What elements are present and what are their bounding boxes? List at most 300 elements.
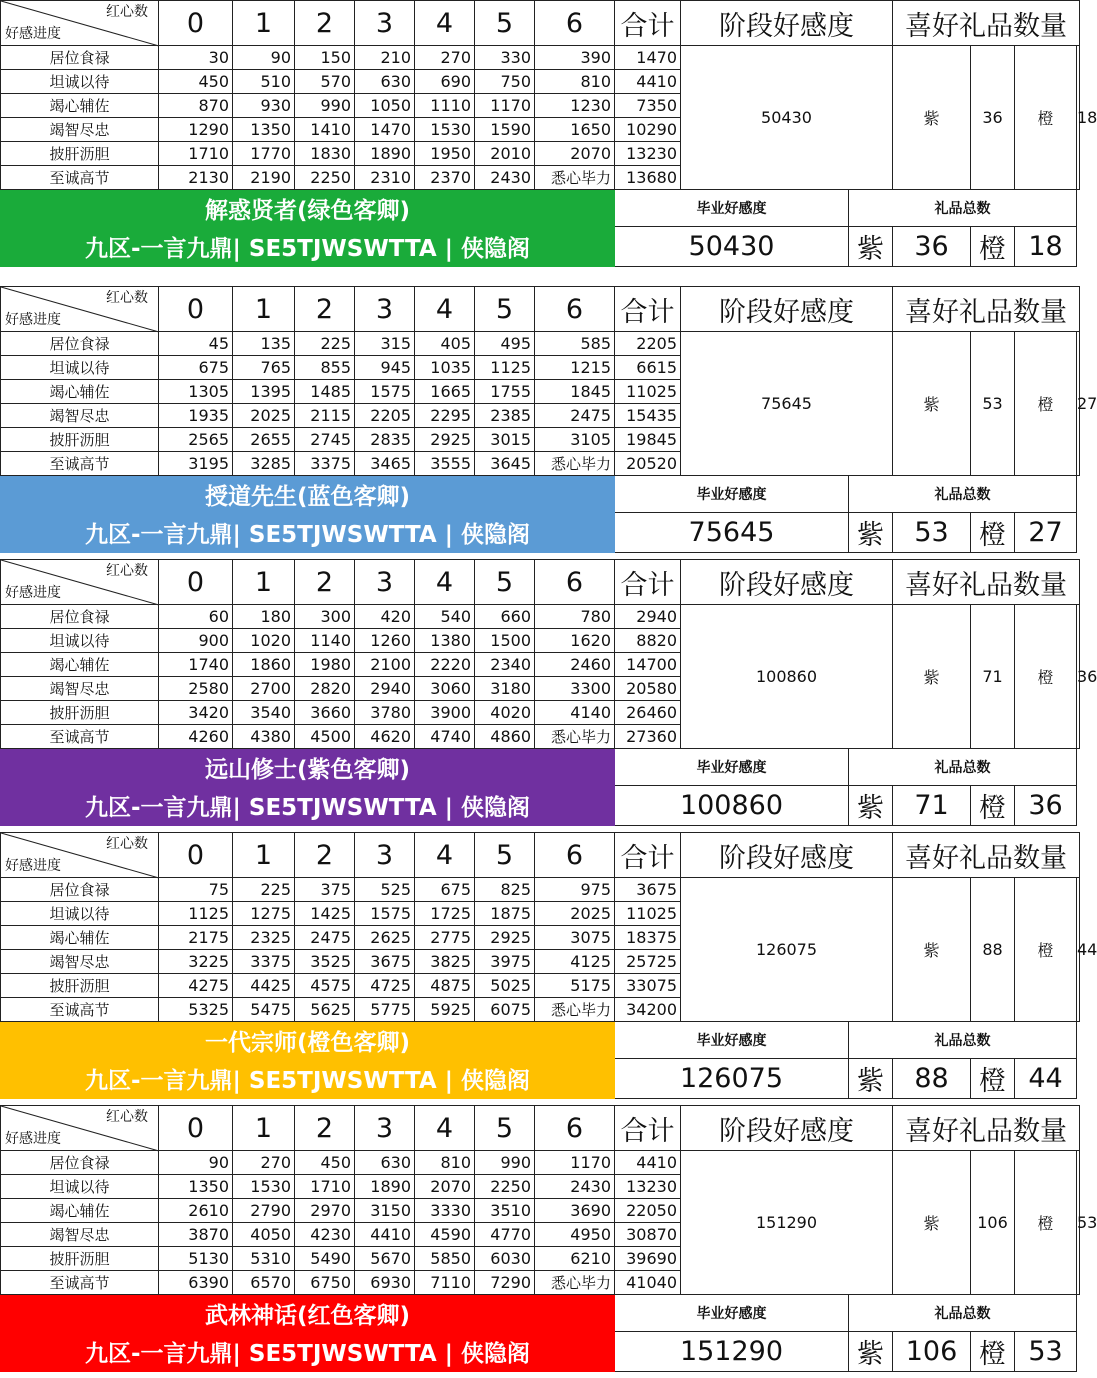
row-cell: 3675 [615, 878, 681, 902]
row-cell: 3510 [475, 1199, 535, 1223]
row-cell: 1500 [475, 629, 535, 653]
row-label: 居位食禄 [1, 46, 159, 70]
row-cell: 1770 [233, 142, 295, 166]
row-cell: 540 [415, 605, 475, 629]
row-cell: 6750 [295, 1271, 355, 1295]
row-cell: 780 [535, 605, 615, 629]
stage-affinity-value: 151290 [681, 1151, 893, 1295]
row-cell: 2970 [295, 1199, 355, 1223]
row-cell: 3375 [295, 452, 355, 476]
row-cell: 3105 [535, 428, 615, 452]
row-cell: 270 [233, 1151, 295, 1175]
row-cell: 5310 [233, 1247, 295, 1271]
row-label: 竭智尽忠 [1, 950, 159, 974]
row-cell: 3825 [415, 950, 475, 974]
row-cell: 225 [295, 332, 355, 356]
row-label: 居位食禄 [1, 332, 159, 356]
stage-affinity-value: 126075 [681, 878, 893, 1022]
row-cell: 1860 [233, 653, 295, 677]
row-cell: 19845 [615, 428, 681, 452]
row-cell: 3975 [475, 950, 535, 974]
column-header: 1 [233, 1, 295, 46]
row-cell: 1230 [535, 94, 615, 118]
row-cell: 6930 [355, 1271, 415, 1295]
column-header: 6 [535, 1106, 615, 1151]
column-header: 6 [535, 287, 615, 332]
companion-block [0, 1105, 1097, 1378]
gift-count-header: 喜好礼品数量 [893, 560, 1080, 605]
row-label: 竭心辅佐 [1, 380, 159, 404]
row-cell: 6390 [159, 1271, 233, 1295]
affinity-table [0, 0, 1097, 267]
row-cell: 1740 [159, 653, 233, 677]
row-cell: 4020 [475, 701, 535, 725]
row-cell: 1845 [535, 380, 615, 404]
total-purple-count: 36 [893, 227, 971, 267]
row-cell: 3900 [415, 701, 475, 725]
progress-label: 好感进度 [5, 858, 61, 874]
row-cell: 405 [415, 332, 475, 356]
row-cell: 2220 [415, 653, 475, 677]
column-header: 4 [415, 287, 475, 332]
row-cell: 495 [475, 332, 535, 356]
row-cell: 150 [295, 46, 355, 70]
gift-total-label: 礼品总数 [849, 749, 1077, 786]
row-cell: 1290 [159, 118, 233, 142]
progress-label: 好感进度 [5, 26, 61, 42]
row-cell: 855 [295, 356, 355, 380]
heart-count-label: 红心数 [106, 4, 148, 20]
row-cell: 5175 [535, 974, 615, 998]
grad-affinity-label: 毕业好感度 [615, 749, 849, 786]
companion-title: 解惑贤者(绿色客卿) [1, 190, 615, 227]
row-cell: 1890 [355, 142, 415, 166]
row-cell: 2430 [535, 1175, 615, 1199]
row-label: 至诚高节 [1, 1271, 159, 1295]
affinity-table [0, 832, 1097, 1099]
server-subtitle: 九区-一言九鼎| SE5TJWSWTTA | 侠隐阁 [1, 1059, 615, 1099]
row-cell: 2925 [415, 428, 475, 452]
row-cell: 4620 [355, 725, 415, 749]
row-cell: 2025 [233, 404, 295, 428]
server-subtitle: 九区-一言九鼎| SE5TJWSWTTA | 侠隐阁 [1, 513, 615, 553]
row-cell: 20580 [615, 677, 681, 701]
affinity-table [0, 286, 1097, 553]
row-cell: 990 [475, 1151, 535, 1175]
row-cell: 1170 [475, 94, 535, 118]
stage-affinity-value: 100860 [681, 605, 893, 749]
gift-count-header: 喜好礼品数量 [893, 1, 1080, 46]
row-cell: 2250 [475, 1175, 535, 1199]
purple-label: 紫 [849, 1059, 893, 1099]
row-cell: 450 [295, 1151, 355, 1175]
row-cell: 15435 [615, 404, 681, 428]
row-cell: 315 [355, 332, 415, 356]
row-cell: 1575 [355, 902, 415, 926]
row-cell: 5670 [355, 1247, 415, 1271]
row-cell: 4410 [615, 70, 681, 94]
row-cell: 75 [159, 878, 233, 902]
purple-label: 紫 [893, 332, 971, 476]
row-cell: 1620 [535, 629, 615, 653]
row-cell: 2460 [535, 653, 615, 677]
column-header: 4 [415, 833, 475, 878]
server-subtitle: 九区-一言九鼎| SE5TJWSWTTA | 侠隐阁 [1, 227, 615, 267]
row-cell: 4410 [615, 1151, 681, 1175]
column-header: 合计 [615, 1106, 681, 1151]
row-cell: 2625 [355, 926, 415, 950]
row-label: 竭智尽忠 [1, 404, 159, 428]
heart-count-label: 红心数 [106, 563, 148, 579]
row-cell: 3180 [475, 677, 535, 701]
row-cell: 1650 [535, 118, 615, 142]
row-cell: 11025 [615, 380, 681, 404]
row-cell: 2385 [475, 404, 535, 428]
row-cell: 2370 [415, 166, 475, 190]
row-cell: 3225 [159, 950, 233, 974]
row-label: 坦诚以待 [1, 902, 159, 926]
row-cell: 1755 [475, 380, 535, 404]
row-cell: 1215 [535, 356, 615, 380]
purple-gift-count: 36 [971, 46, 1015, 190]
row-cell: 2010 [475, 142, 535, 166]
row-cell: 2340 [475, 653, 535, 677]
orange-gift-count: 36 [1077, 605, 1080, 749]
row-cell: 3375 [233, 950, 295, 974]
row-cell: 2025 [535, 902, 615, 926]
row-cell: 1665 [415, 380, 475, 404]
row-cell: 1470 [355, 118, 415, 142]
column-header: 3 [355, 833, 415, 878]
corner-header [1, 287, 159, 332]
row-cell: 825 [475, 878, 535, 902]
row-cell: 5850 [415, 1247, 475, 1271]
row-cell: 6570 [233, 1271, 295, 1295]
row-cell: 1725 [415, 902, 475, 926]
row-label: 坦诚以待 [1, 1175, 159, 1199]
row-cell: 945 [355, 356, 415, 380]
column-header: 2 [295, 1, 355, 46]
row-cell-text: 悉心毕力 [535, 725, 615, 749]
column-header: 5 [475, 287, 535, 332]
stage-affinity-value: 75645 [681, 332, 893, 476]
companion-title: 授道先生(蓝色客卿) [1, 476, 615, 513]
row-cell: 390 [535, 46, 615, 70]
grad-affinity-value: 126075 [615, 1059, 849, 1099]
row-cell: 2190 [233, 166, 295, 190]
row-cell: 810 [535, 70, 615, 94]
row-label: 居位食禄 [1, 1151, 159, 1175]
corner-header [1, 1, 159, 46]
row-cell: 180 [233, 605, 295, 629]
row-cell: 675 [415, 878, 475, 902]
row-cell: 2175 [159, 926, 233, 950]
purple-gift-count: 106 [971, 1151, 1015, 1295]
total-orange-count: 44 [1015, 1059, 1077, 1099]
row-cell: 4050 [233, 1223, 295, 1247]
orange-label: 橙 [1015, 878, 1077, 1022]
heart-count-label: 红心数 [106, 290, 148, 306]
row-cell: 2610 [159, 1199, 233, 1223]
row-cell: 4860 [475, 725, 535, 749]
row-cell: 630 [355, 1151, 415, 1175]
column-header: 0 [159, 287, 233, 332]
row-cell: 41040 [615, 1271, 681, 1295]
row-cell: 1575 [355, 380, 415, 404]
row-cell-text: 悉心毕力 [535, 452, 615, 476]
row-label: 至诚高节 [1, 166, 159, 190]
row-cell: 13230 [615, 1175, 681, 1199]
row-label: 披肝沥胆 [1, 1247, 159, 1271]
row-cell: 2205 [355, 404, 415, 428]
row-cell: 1035 [415, 356, 475, 380]
column-header: 6 [535, 1, 615, 46]
row-cell: 2700 [233, 677, 295, 701]
row-cell: 4410 [355, 1223, 415, 1247]
row-cell: 4260 [159, 725, 233, 749]
row-cell: 3525 [295, 950, 355, 974]
row-cell: 1125 [159, 902, 233, 926]
row-cell: 3285 [233, 452, 295, 476]
total-orange-count: 27 [1015, 513, 1077, 553]
orange-label: 橙 [1015, 332, 1077, 476]
row-cell: 1710 [159, 142, 233, 166]
total-orange-count: 18 [1015, 227, 1077, 267]
gift-total-label: 礼品总数 [849, 476, 1077, 513]
grad-affinity-value: 50430 [615, 227, 849, 267]
row-cell: 2310 [355, 166, 415, 190]
row-cell: 3075 [535, 926, 615, 950]
purple-label: 紫 [849, 227, 893, 267]
grad-affinity-label: 毕业好感度 [615, 476, 849, 513]
row-cell-text: 悉心毕力 [535, 1271, 615, 1295]
gift-total-label: 礼品总数 [849, 1295, 1077, 1332]
progress-label: 好感进度 [5, 312, 61, 328]
row-cell: 2325 [233, 926, 295, 950]
row-cell: 2430 [475, 166, 535, 190]
row-cell: 2790 [233, 1199, 295, 1223]
server-subtitle: 九区-一言九鼎| SE5TJWSWTTA | 侠隐阁 [1, 786, 615, 826]
row-cell: 4425 [233, 974, 295, 998]
column-header: 1 [233, 287, 295, 332]
row-cell: 3870 [159, 1223, 233, 1247]
row-cell: 7350 [615, 94, 681, 118]
column-header: 3 [355, 560, 415, 605]
row-cell: 1020 [233, 629, 295, 653]
row-cell: 675 [159, 356, 233, 380]
grad-affinity-value: 100860 [615, 786, 849, 826]
column-header: 合计 [615, 560, 681, 605]
row-label: 竭心辅佐 [1, 1199, 159, 1223]
row-cell: 2775 [415, 926, 475, 950]
total-orange-count: 53 [1015, 1332, 1077, 1372]
row-label: 竭智尽忠 [1, 677, 159, 701]
row-cell: 4500 [295, 725, 355, 749]
row-cell: 1830 [295, 142, 355, 166]
row-cell: 4950 [535, 1223, 615, 1247]
corner-header [1, 560, 159, 605]
companion-title: 一代宗师(橙色客卿) [1, 1022, 615, 1059]
row-cell: 7290 [475, 1271, 535, 1295]
row-cell: 1485 [295, 380, 355, 404]
row-cell: 4380 [233, 725, 295, 749]
row-cell: 90 [159, 1151, 233, 1175]
row-label: 披肝沥胆 [1, 974, 159, 998]
affinity-table [0, 559, 1097, 826]
row-cell: 2475 [295, 926, 355, 950]
row-cell: 2835 [355, 428, 415, 452]
column-header: 3 [355, 1106, 415, 1151]
affinity-table [0, 1105, 1097, 1372]
table-row [1, 332, 1080, 356]
stage-affinity-header: 阶段好感度 [681, 1, 893, 46]
total-purple-count: 53 [893, 513, 971, 553]
companion-block [0, 832, 1097, 1105]
purple-label: 紫 [849, 786, 893, 826]
column-header: 1 [233, 560, 295, 605]
row-cell: 2820 [295, 677, 355, 701]
row-cell: 4230 [295, 1223, 355, 1247]
orange-label: 橙 [971, 227, 1015, 267]
row-cell: 25725 [615, 950, 681, 974]
row-cell: 1380 [415, 629, 475, 653]
row-label: 竭智尽忠 [1, 1223, 159, 1247]
row-cell: 1275 [233, 902, 295, 926]
column-header: 5 [475, 560, 535, 605]
row-cell: 7110 [415, 1271, 475, 1295]
row-cell: 1350 [233, 118, 295, 142]
table-row [1, 46, 1080, 70]
row-cell: 750 [475, 70, 535, 94]
purple-gift-count: 53 [971, 332, 1015, 476]
row-cell: 4590 [415, 1223, 475, 1247]
orange-gift-count: 18 [1077, 46, 1080, 190]
row-cell: 810 [415, 1151, 475, 1175]
row-cell: 6210 [535, 1247, 615, 1271]
row-cell: 630 [355, 70, 415, 94]
purple-label: 紫 [893, 605, 971, 749]
column-header: 6 [535, 833, 615, 878]
table-row [1, 878, 1080, 902]
stage-affinity-header: 阶段好感度 [681, 287, 893, 332]
orange-label: 橙 [971, 1059, 1015, 1099]
row-cell: 1395 [233, 380, 295, 404]
row-cell-text: 悉心毕力 [535, 166, 615, 190]
purple-label: 紫 [893, 1151, 971, 1295]
row-label: 披肝沥胆 [1, 142, 159, 166]
row-cell: 330 [475, 46, 535, 70]
total-purple-count: 106 [893, 1332, 971, 1372]
row-cell: 3060 [415, 677, 475, 701]
row-cell: 4875 [415, 974, 475, 998]
orange-gift-count: 27 [1077, 332, 1080, 476]
row-label: 竭心辅佐 [1, 653, 159, 677]
purple-gift-count: 71 [971, 605, 1015, 749]
row-cell: 1170 [535, 1151, 615, 1175]
row-cell: 4740 [415, 725, 475, 749]
row-label: 坦诚以待 [1, 70, 159, 94]
column-header: 0 [159, 560, 233, 605]
row-cell: 6030 [475, 1247, 535, 1271]
row-cell: 765 [233, 356, 295, 380]
row-cell: 1305 [159, 380, 233, 404]
row-cell: 1590 [475, 118, 535, 142]
orange-label: 橙 [971, 786, 1015, 826]
purple-label: 紫 [849, 513, 893, 553]
row-label: 至诚高节 [1, 725, 159, 749]
column-header: 0 [159, 1, 233, 46]
row-cell: 2745 [295, 428, 355, 452]
row-label: 披肝沥胆 [1, 701, 159, 725]
row-cell: 3150 [355, 1199, 415, 1223]
row-cell: 3675 [355, 950, 415, 974]
row-cell: 585 [535, 332, 615, 356]
row-cell: 510 [233, 70, 295, 94]
purple-label: 紫 [893, 878, 971, 1022]
row-cell: 1410 [295, 118, 355, 142]
row-cell: 3195 [159, 452, 233, 476]
row-cell: 2940 [355, 677, 415, 701]
row-cell: 3015 [475, 428, 535, 452]
row-cell: 1125 [475, 356, 535, 380]
column-header: 4 [415, 1, 475, 46]
row-cell: 8820 [615, 629, 681, 653]
row-cell: 6615 [615, 356, 681, 380]
row-cell: 1950 [415, 142, 475, 166]
row-label: 坦诚以待 [1, 356, 159, 380]
row-cell: 2100 [355, 653, 415, 677]
orange-label: 橙 [1015, 605, 1077, 749]
orange-gift-count: 44 [1077, 878, 1080, 1022]
purple-label: 紫 [893, 46, 971, 190]
row-cell: 30 [159, 46, 233, 70]
orange-label: 橙 [971, 1332, 1015, 1372]
column-header: 合计 [615, 833, 681, 878]
row-cell: 990 [295, 94, 355, 118]
grad-affinity-value: 75645 [615, 513, 849, 553]
companion-title: 远山修士(紫色客卿) [1, 749, 615, 786]
purple-label: 紫 [849, 1332, 893, 1372]
column-header: 1 [233, 833, 295, 878]
row-cell: 3300 [535, 677, 615, 701]
orange-label: 橙 [971, 513, 1015, 553]
heart-count-label: 红心数 [106, 836, 148, 852]
column-header: 1 [233, 1106, 295, 1151]
row-cell: 2475 [535, 404, 615, 428]
row-cell: 5130 [159, 1247, 233, 1271]
row-label: 竭智尽忠 [1, 118, 159, 142]
row-cell: 1470 [615, 46, 681, 70]
column-header: 5 [475, 1, 535, 46]
row-cell: 1140 [295, 629, 355, 653]
row-cell: 1530 [233, 1175, 295, 1199]
orange-label: 橙 [1015, 46, 1077, 190]
grad-affinity-label: 毕业好感度 [615, 190, 849, 227]
column-header: 2 [295, 833, 355, 878]
row-cell: 450 [159, 70, 233, 94]
table-row [1, 1151, 1080, 1175]
row-cell: 39690 [615, 1247, 681, 1271]
row-cell: 18375 [615, 926, 681, 950]
column-header: 5 [475, 833, 535, 878]
row-cell: 975 [535, 878, 615, 902]
row-cell: 90 [233, 46, 295, 70]
row-cell: 2295 [415, 404, 475, 428]
purple-gift-count: 88 [971, 878, 1015, 1022]
row-cell: 570 [295, 70, 355, 94]
column-header: 4 [415, 560, 475, 605]
column-header: 0 [159, 1106, 233, 1151]
